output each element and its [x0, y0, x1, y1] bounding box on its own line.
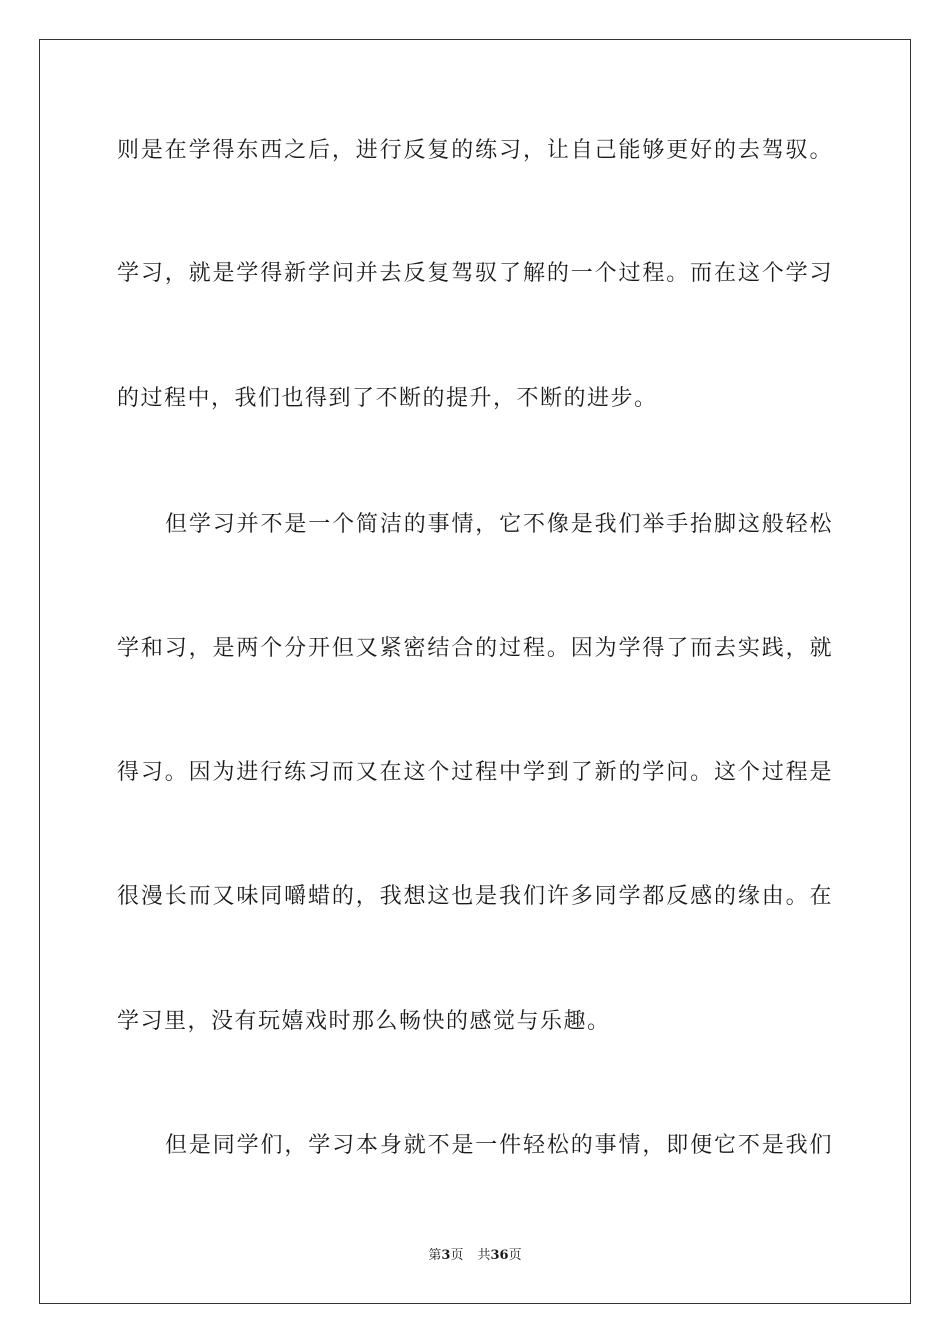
page-suffix: 页 — [450, 1248, 464, 1263]
paragraph-line: 学习里，没有玩嬉戏时那么畅快的感觉与乐趣。 — [117, 1009, 611, 1034]
paragraph-line: 得习。因为进行练习而又在这个过程中学到了新的学问。这个过程是 — [117, 760, 833, 785]
page-footer — [0, 1247, 950, 1265]
paragraph-line: 学和习，是两个分开但又紧密结合的过程。因为学得了而去实践，就 — [117, 636, 833, 661]
paragraph-line-indented: 但学习并不是一个简洁的事情，它不像是我们举手抬脚这般轻松 — [165, 512, 833, 537]
paragraph-line-indented: 但是同学们，学习本身就不是一件轻松的事情，即便它不是我们 — [165, 1133, 833, 1158]
page-prefix: 第 — [428, 1248, 442, 1263]
paragraph-line: 则是在学得东西之后，进行反复的练习，让自己能够更好的去驾驭。 — [117, 138, 833, 163]
page-number: 3 — [441, 1248, 451, 1263]
paragraph-line: 的过程中，我们也得到了不断的提升，不断的进步。 — [117, 386, 658, 411]
total-pages: 36 — [490, 1248, 509, 1263]
total-prefix: 共 — [477, 1248, 491, 1263]
paragraph-line: 很漫长而又味同嚼蜡的，我想这也是我们许多同学都反感的缘由。在 — [117, 884, 833, 909]
paragraph-line: 学习，就是学得新学问并去反复驾驭了解的一个过程。而在这个学习 — [117, 261, 833, 286]
total-suffix: 页 — [508, 1248, 522, 1263]
page-border — [39, 39, 911, 1304]
